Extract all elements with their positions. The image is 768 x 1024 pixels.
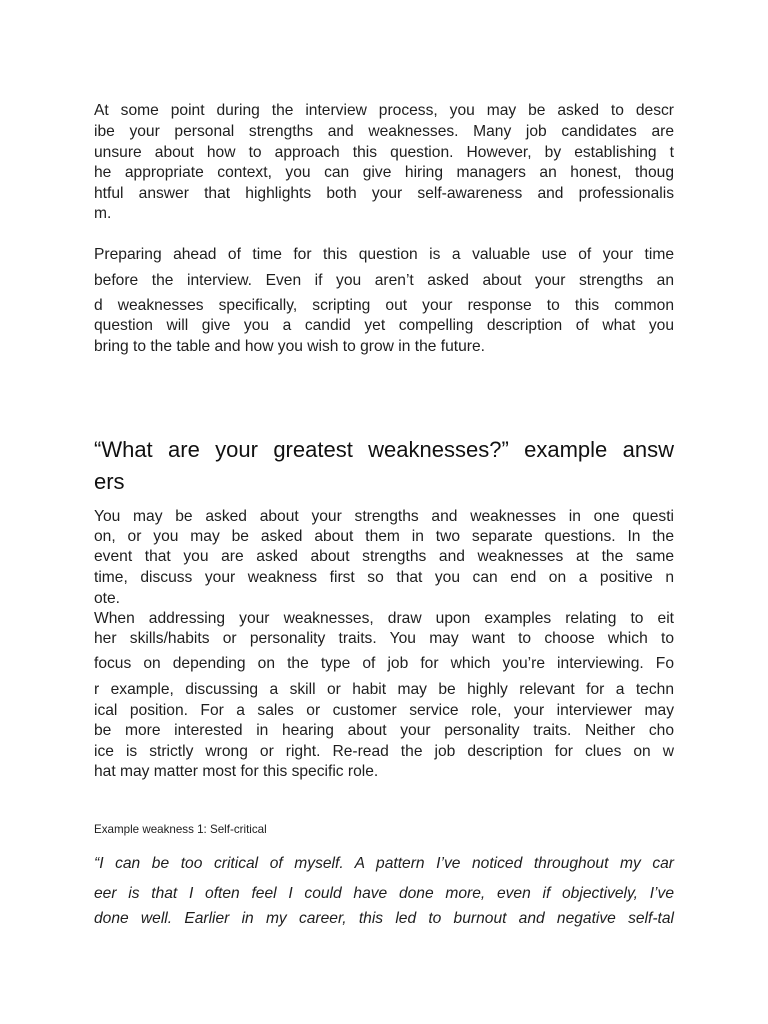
paragraph-4-line: r example, discussing a skill or habit may be highly relevant for a techn bbox=[94, 681, 674, 698]
paragraph-4-line: ical position. For a sales or customer service role, your interviewer may bbox=[94, 702, 674, 719]
paragraph-1-line: unsure about how to approach this question. However, by establishing t bbox=[94, 144, 674, 161]
paragraph-4-line: hat may matter most for this specific role. bbox=[94, 763, 379, 780]
quote-line: done well. Earlier in my career, this led to burnout and negative self-tal bbox=[94, 910, 674, 927]
section-heading-line: “What are your greatest weaknesses?” example answ bbox=[94, 437, 674, 462]
paragraph-1-line: At some point during the interview process, you may be asked to descr bbox=[94, 102, 674, 119]
paragraph-4-line: her skills/habits or personality traits. You may want to choose which to bbox=[94, 630, 674, 647]
paragraph-4-line: be more interested in hearing about your personality traits. Neither cho bbox=[94, 722, 674, 739]
paragraph-1-line: m. bbox=[94, 205, 112, 222]
paragraph-1-line: ibe your personal strengths and weaknesses. Many job candidates are bbox=[94, 123, 674, 140]
paragraph-3-line: event that you are asked about strengths and weaknesses at the same bbox=[94, 548, 674, 565]
paragraph-4-line: When addressing your weaknesses, draw upon examples relating to eit bbox=[94, 610, 674, 627]
paragraph-4-line: focus on depending on the type of job for which you’re interviewing. Fo bbox=[94, 655, 674, 672]
quote-line: eer is that I often feel I could have done more, even if objectively, I’ve bbox=[94, 885, 674, 902]
paragraph-4-line: ice is strictly wrong or right. Re-read the job description for clues on w bbox=[94, 743, 674, 760]
paragraph-3-line: on, or you may be asked about them in two separate questions. In the bbox=[94, 528, 674, 545]
paragraph-2-line: d weaknesses specifically, scripting out your response to this common bbox=[94, 297, 674, 314]
paragraph-3-line: You may be asked about your strengths and weaknesses in one questi bbox=[94, 508, 674, 525]
paragraph-3-line: time, discuss your weakness first so that you can end on a positive n bbox=[94, 569, 674, 586]
example-heading: Example weakness 1: Self-critical bbox=[94, 823, 267, 836]
paragraph-1-line: he appropriate context, you can give hiring managers an honest, thoug bbox=[94, 164, 674, 181]
paragraph-2-line: before the interview. Even if you aren’t asked about your strengths an bbox=[94, 272, 674, 289]
section-heading-line: ers bbox=[94, 469, 125, 494]
paragraph-3-line: ote. bbox=[94, 590, 121, 607]
paragraph-2-line: Preparing ahead of time for this question is a valuable use of your time bbox=[94, 246, 674, 263]
paragraph-1-line: htful answer that highlights both your self-awareness and professionalis bbox=[94, 185, 674, 202]
paragraph-2-line: bring to the table and how you wish to grow in the future. bbox=[94, 338, 485, 355]
quote-line: “I can be too critical of myself. A pattern I’ve noticed throughout my car bbox=[94, 855, 674, 872]
paragraph-2-line: question will give you a candid yet compelling description of what you bbox=[94, 317, 674, 334]
